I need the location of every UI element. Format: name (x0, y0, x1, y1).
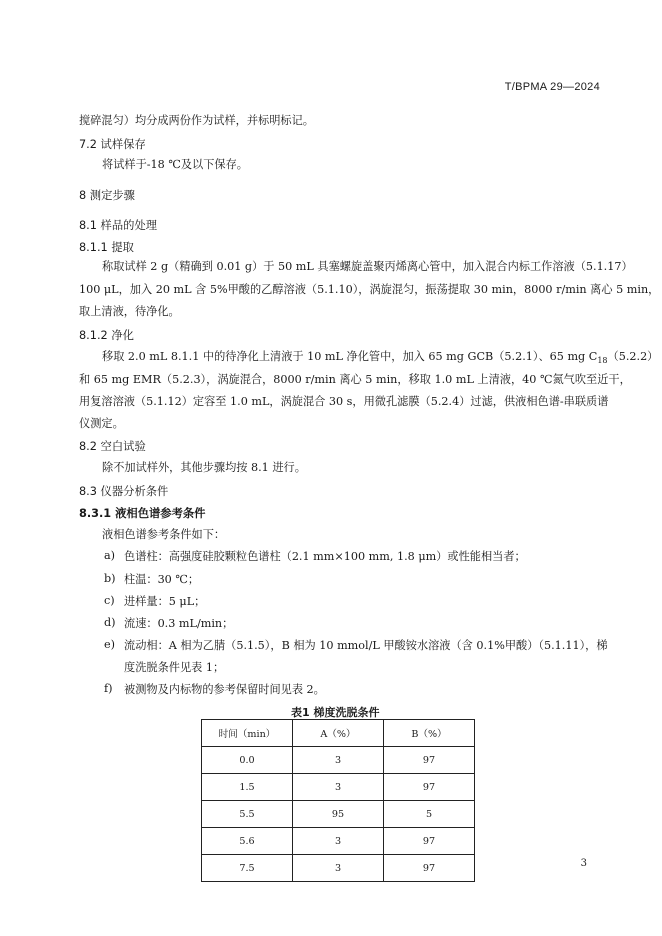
cell-a: 3 (293, 828, 384, 855)
paragraph-8-1-1-line1: 称取试样 2 g（精确到 0.01 g）于 50 mL 具塞螺旋盖聚丙烯离心管中，加入混合内标工作溶液（5.1.17） (102, 260, 633, 273)
paragraph-8-1-2-line4: 仪测定。 (79, 417, 124, 430)
paragraph-8-1-2-line3: 用复溶溶液（5.1.12）定容至 1.0 mL，涡旋混合 30 s，用微孔滤膜（5.2.4）过滤，供液相色谱-串联质谱 (79, 395, 609, 408)
table-caption: 表1 梯度洗脱条件 (291, 706, 380, 719)
list-item-d: 流速：0.3 mL/min； (124, 617, 234, 630)
list-item-a: 色谱柱：高强度硅胶颗粒色谱柱（2.1 mm×100 mm, 1.8 μm）或性能相当者； (124, 550, 526, 563)
heading-8-1: 8.1 样品的处理 (79, 219, 158, 232)
list-marker-c: c) (104, 594, 115, 607)
paragraph-8-1-2-line2: 和 65 mg EMR（5.2.3），涡旋混合，8000 r/min 离心 5 min，移取 1.0 mL 上清液，40 ℃氮气吹至近干， (79, 373, 631, 386)
list-marker-e: e) (104, 638, 115, 651)
paragraph-8-3-1: 液相色谱参考条件如下： (102, 528, 226, 541)
list-marker-b: b) (104, 572, 116, 585)
list-marker-d: d) (104, 616, 116, 629)
cell-b: 97 (384, 855, 475, 882)
table-row (202, 855, 475, 882)
heading-8-1-1: 8.1.1 提取 (79, 241, 134, 254)
cell-time: 7.5 (202, 855, 293, 882)
c18-subscript: 18 (597, 356, 608, 366)
cell-time: 5.6 (202, 828, 293, 855)
cell-b: 97 (384, 747, 475, 774)
paragraph-8-1-2-line1-main: 移取 2.0 mL 8.1.1 中的待净化上清液于 10 mL 净化管中，加入 65 mg GCB（5.2.1）、65 mg C (102, 350, 598, 363)
gradient-table (201, 719, 475, 882)
table-row (202, 774, 475, 801)
paragraph-8-1-1-line3: 取上清液，待净化。 (79, 305, 180, 318)
cell-a: 3 (293, 747, 384, 774)
table-header-row (202, 720, 475, 747)
cell-a: 3 (293, 774, 384, 801)
page-number: 3 (580, 858, 587, 869)
paragraph-7-2: 将试样于-18 ℃及以下保存。 (102, 158, 248, 171)
continued-paragraph: 搅碎混匀）均分成两份作为试样，并标明标记。 (79, 114, 314, 127)
heading-8-1-2: 8.1.2 净化 (79, 329, 134, 342)
table-row (202, 801, 475, 828)
cell-a: 3 (293, 855, 384, 882)
list-item-c: 进样量：5 μL； (124, 595, 206, 608)
list-item-e-continued: 度洗脱条件见表 1； (124, 661, 225, 674)
heading-7-2: 7.2 试样保存 (79, 138, 146, 151)
header-a: A（%） (293, 720, 384, 747)
paragraph-8-2: 除不加试样外，其他步骤均按 8.1 进行。 (102, 461, 306, 474)
list-marker-f: f) (104, 682, 113, 695)
cell-b: 97 (384, 828, 475, 855)
cell-b: 97 (384, 774, 475, 801)
list-item-f: 被测物及内标物的参考保留时间见表 2。 (124, 683, 325, 696)
heading-8: 8 测定步骤 (79, 189, 135, 202)
cell-time: 5.5 (202, 801, 293, 828)
list-marker-a: a) (104, 549, 116, 562)
heading-8-3-1: 8.3.1 液相色谱参考条件 (79, 507, 206, 520)
cell-time: 0.0 (202, 747, 293, 774)
cell-time: 1.5 (202, 774, 293, 801)
table-row (202, 828, 475, 855)
cell-a: 95 (293, 801, 384, 828)
cell-b: 5 (384, 801, 475, 828)
heading-8-3: 8.3 仪器分析条件 (79, 485, 169, 498)
paragraph-8-1-2-line1 (102, 349, 658, 369)
paragraph-8-1-1-line2: 100 μL，加入 20 mL 含 5%甲酸的乙醇溶液（5.1.10），涡旋混匀，振荡提取 30 min，8000 r/min 离心 5 min， (79, 283, 660, 296)
paragraph-8-1-2-line1-ref: （5.2.2） (607, 350, 659, 363)
header-time: 时间（min） (202, 720, 293, 747)
list-item-b: 柱温：30 ℃； (124, 573, 200, 586)
standard-code: T/BPMA 29—2024 (504, 81, 600, 93)
heading-8-2: 8.2 空白试验 (79, 440, 146, 453)
list-item-e: 流动相：A 相为乙腈（5.1.5），B 相为 10 mmol/L 甲酸铵水溶液（含 0.1%甲酸）（5.1.11），梯 (124, 639, 608, 652)
table-row (202, 747, 475, 774)
header-b: B（%） (384, 720, 475, 747)
